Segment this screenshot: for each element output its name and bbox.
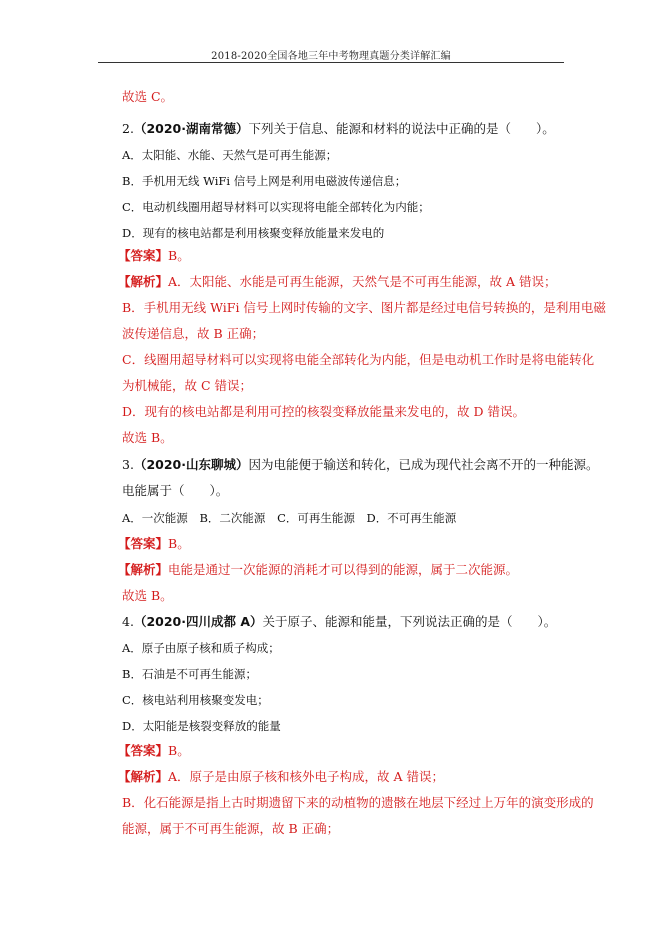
q3-choose: 故选 B。	[122, 588, 173, 603]
q3-text: 因为电能便于输送和转化，已成为现代社会离不开的一种能源。	[248, 457, 599, 472]
q2-option-d: D．现有的核电站都是利用核聚变释放能量来发电的	[122, 226, 385, 240]
q4-explanation-1	[118, 768, 444, 786]
q3-option-b: B．二次能源	[199, 511, 266, 525]
q2-explanation-2: B．手机用无线 WiFi 信号上网时传输的文字、图片都是经过电信号转换的，是利用电磁	[122, 300, 606, 315]
q4-answer-value: B。	[168, 743, 190, 758]
q4-explanation-2: B．化石能源是指上古时期遗留下来的动植物的遗骸在地层下经过上万年的演变形成的	[122, 795, 594, 810]
q3-source: （2020·山东聊城）	[133, 457, 249, 472]
q2-answer-value: B。	[168, 248, 190, 263]
q2-text: 下列关于信息、能源和材料的说法中正确的是（ ）。	[248, 121, 555, 136]
q3-option-c: C．可再生能源	[277, 511, 355, 525]
q3-explanation-tag: 【解析】	[118, 562, 169, 577]
q4-text: 关于原子、能源和能量，下列说法正确的是（ ）。	[262, 614, 557, 629]
choose-c: 故选 C。	[122, 89, 174, 104]
q4-option-d: D．太阳能是核裂变释放的能量	[122, 719, 281, 733]
q2-answer-tag: 【答案】	[118, 248, 169, 263]
q2-explanation-3: 波传递信息，故 B 正确；	[122, 326, 265, 341]
q2-explanation-1	[118, 273, 557, 291]
question-2	[122, 120, 555, 138]
q3-option-a: A．一次能源	[122, 511, 188, 525]
q2-source: （2020·湖南常德）	[133, 121, 249, 136]
q3-answer	[118, 535, 190, 553]
q4-option-b: B．石油是不可再生能源；	[122, 667, 257, 681]
q2-choose: 故选 B。	[122, 430, 173, 445]
q3-option-d: D．不可再生能源	[366, 511, 457, 525]
q2-explanation-4: C．线圈用超导材料可以实现将电能全部转化为内能，但是电动机工作时是将电能转化	[122, 352, 595, 367]
question-4	[122, 613, 556, 631]
q4-answer	[118, 742, 190, 760]
page-header: 2018-2020全国各地三年中考物理真题分类详解汇编	[211, 51, 451, 62]
q3-explanation-text: 电能是通过一次能源的消耗才可以得到的能源，属于二次能源。	[168, 562, 519, 577]
q4-explanation-3: 能源，属于不可再生能源，故 B 正确；	[122, 821, 340, 836]
q2-option-a: A．太阳能、水能、天然气是可再生能源；	[122, 148, 338, 162]
q3-answer-tag: 【答案】	[118, 536, 169, 551]
q4-explanation-tag: 【解析】	[118, 769, 169, 784]
q4-number: 4.	[122, 614, 134, 629]
q2-explanation-6: D．现有的核电站都是利用可控的核裂变释放能量来发电的，故 D 错误。	[122, 404, 525, 419]
q2-option-b: B．手机用无线 WiFi 信号上网是利用电磁波传递信息；	[122, 174, 407, 188]
q4-explanation-text: A．原子是由原子核和核外电子构成，故 A 错误；	[168, 769, 445, 784]
q4-option-c: C．核电站利用核聚变发电；	[122, 693, 269, 707]
q3-number: 3.	[122, 457, 134, 472]
q2-option-c: C．电动机线圈用超导材料可以实现将电能全部转化为内能；	[122, 200, 430, 214]
q3-text-2: 电能属于（ ）。	[122, 483, 229, 498]
q4-source: （2020·四川成都 A）	[133, 614, 263, 629]
q2-explanation-tag: 【解析】	[118, 274, 169, 289]
q2-explanation-text: A．太阳能、水能是可再生能源，天然气是不可再生能源，故 A 错误；	[168, 274, 557, 289]
q2-answer	[118, 247, 190, 265]
question-3	[122, 456, 599, 474]
q3-explanation	[118, 561, 518, 579]
header-divider	[98, 62, 564, 63]
q4-answer-tag: 【答案】	[118, 743, 169, 758]
q2-explanation-5: 为机械能，故 C 错误；	[122, 378, 253, 393]
q4-option-a: A．原子由原子核和质子构成；	[122, 641, 280, 655]
q3-answer-value: B。	[168, 536, 190, 551]
q3-options	[122, 509, 456, 527]
q2-number: 2.	[122, 121, 134, 136]
